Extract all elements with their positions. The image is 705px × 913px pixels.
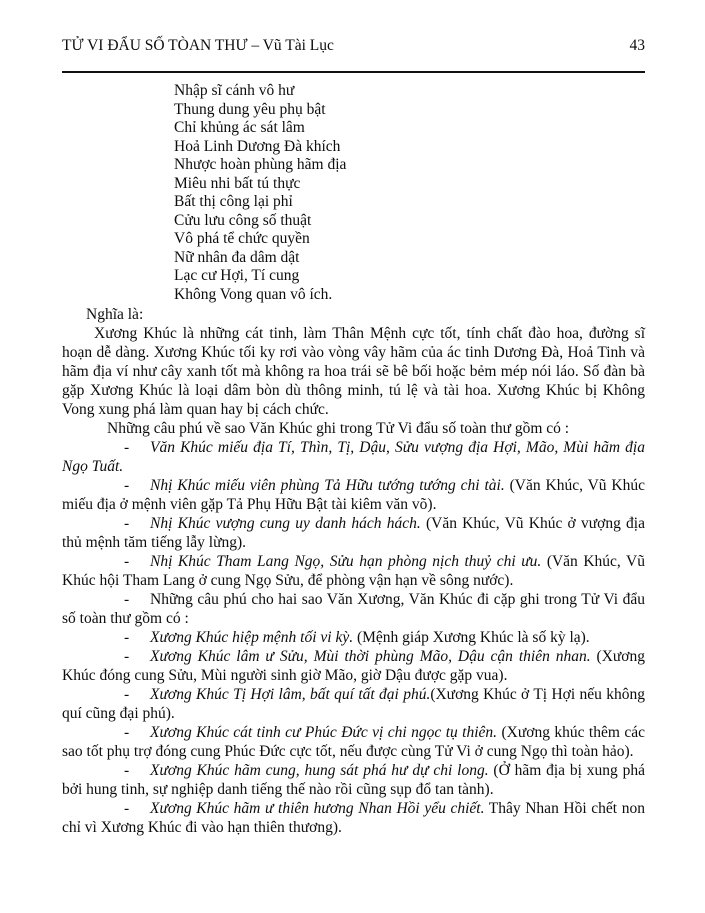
phu-item [62, 552, 645, 590]
phu-item [62, 647, 645, 685]
phu-quote: Xương Khúc Tị Hợi lâm, bất quí tất đại phú. [150, 686, 431, 703]
phu-quote: Xương Khúc cát tinh cư Phúc Đức vị chi ngọc tụ thiên. [150, 724, 498, 741]
poem-line: Bất thị công lại phỉ [174, 193, 293, 210]
page-number: 43 [629, 37, 645, 54]
poem-line: Cửu lưu công số thuật [174, 211, 312, 229]
dash-bullet: - [124, 515, 130, 532]
dash-bullet: - [124, 591, 130, 608]
poem-line: Chỉ khủng ác sát lâm [174, 119, 305, 136]
phu-item [62, 514, 645, 552]
phu-quote: Xương Khúc hiệp mệnh tối vi kỳ. [150, 629, 354, 646]
poem-line: Lạc cư Hợi, Tí cung [174, 267, 300, 284]
dash-bullet: - [124, 724, 130, 741]
phu-item [62, 628, 645, 647]
dash-bullet: - [124, 629, 130, 646]
dash-bullet: - [124, 762, 130, 779]
phu-quote: Văn Khúc miếu địa Tí, Thìn, Tị, Dậu, Sửu vượng địa Hợi, Mão, Mùi hãm địa Ngọ Tuất. [62, 439, 645, 475]
poem-line: Vô phá tể chức quyền [174, 230, 310, 247]
meaning-label: Nghĩa là: [86, 306, 144, 323]
poem-line: Miêu nhi bất tú thực [174, 174, 301, 192]
phu-quote: Xương Khúc hãm cung, hung sát phá hư dự chi long. [150, 762, 489, 779]
phu-item [62, 723, 645, 761]
phu-list [62, 438, 645, 837]
poem-line: Không Vong quan vô ích. [174, 285, 333, 303]
phu-item [62, 799, 645, 837]
phu-quote: Nhị Khúc miếu viên phùng Tả Hữu tướng tướng chi tài. [150, 477, 505, 494]
phu-quote: Nhị Khúc vượng cung uy danh hách hách. [150, 515, 421, 532]
dash-bullet: - [124, 553, 130, 570]
dash-bullet: - [124, 686, 130, 703]
page-header [62, 36, 645, 73]
phu-intro-paragraph: Những câu phú về sao Văn Khúc ghi trong Tử Vi đẩu số toàn thư gồm có : [107, 420, 570, 437]
phu-item [62, 761, 645, 799]
dash-bullet: - [124, 439, 130, 456]
poem-line: Thung dung yêu phụ bật [174, 100, 326, 118]
phu-explanation: Thây Nhan Hồi chết non chỉ vì Xương Khúc đi vào hạn thiên thương). [62, 800, 645, 836]
phu-item [62, 476, 645, 514]
dash-bullet: - [124, 800, 130, 817]
phu-quote: Nhị Khúc Tham Lang Ngọ, Sửu hạn phòng nịch thuỷ chi ưu. [150, 553, 542, 570]
phu-quote: Xương Khúc hãm ư thiên hương Nhan Hồi yểu chiết. [150, 800, 485, 817]
book-title: TỬ VI ĐẨU SỐ TÒAN THƯ – Vũ Tài Lục [62, 37, 334, 54]
phu-explanation: (Xương Khúc ở Tị Hợi nếu không quí cũng đại phú). [62, 686, 645, 722]
phu-explanation: Những câu phú cho hai sao Văn Xương, Văn Khúc đi cặp ghi trong Tử Vi đẩu số toàn thư gồm có : [62, 591, 645, 627]
phu-explanation: (Xương Khúc đóng cung Sửu, Mùi người sinh giờ Mão, giờ Dậu được gặp vua). [62, 648, 646, 684]
phu-explanation: (Mệnh giáp Xương Khúc là số kỳ lạ). [353, 629, 590, 646]
poem-line: Nhược hoàn phùng hãm địa [174, 156, 347, 173]
poem-line: Nữ nhân đa dâm dật [174, 248, 300, 266]
phu-explanation: (Ở hãm địa bị xung phá bởi hung tinh, sự nghiệp danh tiếng thế nào rồi cũng sụp đổ tan tành). [62, 762, 645, 798]
phu-item [62, 685, 645, 723]
poem-line: Nhập sĩ cánh vô hư [174, 82, 295, 99]
phu-quote: Xương Khúc lâm ư Sửu, Mùi thời phùng Mão, Dậu cận thiên nhan. [150, 648, 591, 665]
dash-bullet: - [124, 648, 130, 665]
poem-line: Hoả Linh Dương Đà khích [174, 137, 341, 155]
phu-explanation: (Xương khúc thêm các sao tốt phụ trợ đóng cung Phúc Đức cực tốt, nếu được cùng Tử Vi ở cung Ngọ thì toàn hảo). [62, 724, 645, 760]
phu-item [62, 438, 645, 476]
phu-explanation: (Văn Khúc, Vũ Khúc ở vượng địa thủ mệnh tăm tiếng lẫy lừng). [62, 515, 645, 551]
phu-item [62, 590, 645, 628]
phu-explanation: (Văn Khúc, Vũ Khúc hội Tham Lang ở cung Ngọ Sửu, để phòng vận hạn về sông nước). [62, 553, 645, 589]
phu-explanation: (Văn Khúc, Vũ Khúc miếu địa ở mệnh viên gặp Tả Phụ Hữu Bật tài kiêm văn võ). [62, 477, 645, 513]
poem-block [174, 82, 645, 304]
meaning-paragraph: Xương Khúc là những cát tinh, làm Thân Mệnh cực tốt, tính chất đào hoa, đường sĩ hoạn dễ dàng. Xương Khúc tối ky rơi vào vòng vây hãm của ác tinh Dương Đà, Hoả Tinh và hãm địa ví như cây xanh tốt mà không ra hoa trái sẽ bê bối hoặc bẻm mép nói láo. Số đàn bà gặp Xương Khúc là loại dâm bòn dù thông minh, tú lệ và tài hoa. Xương Khúc bị Không Vong xung phá làm quan hay bị cách chức. [62, 325, 645, 418]
dash-bullet: - [124, 477, 130, 494]
